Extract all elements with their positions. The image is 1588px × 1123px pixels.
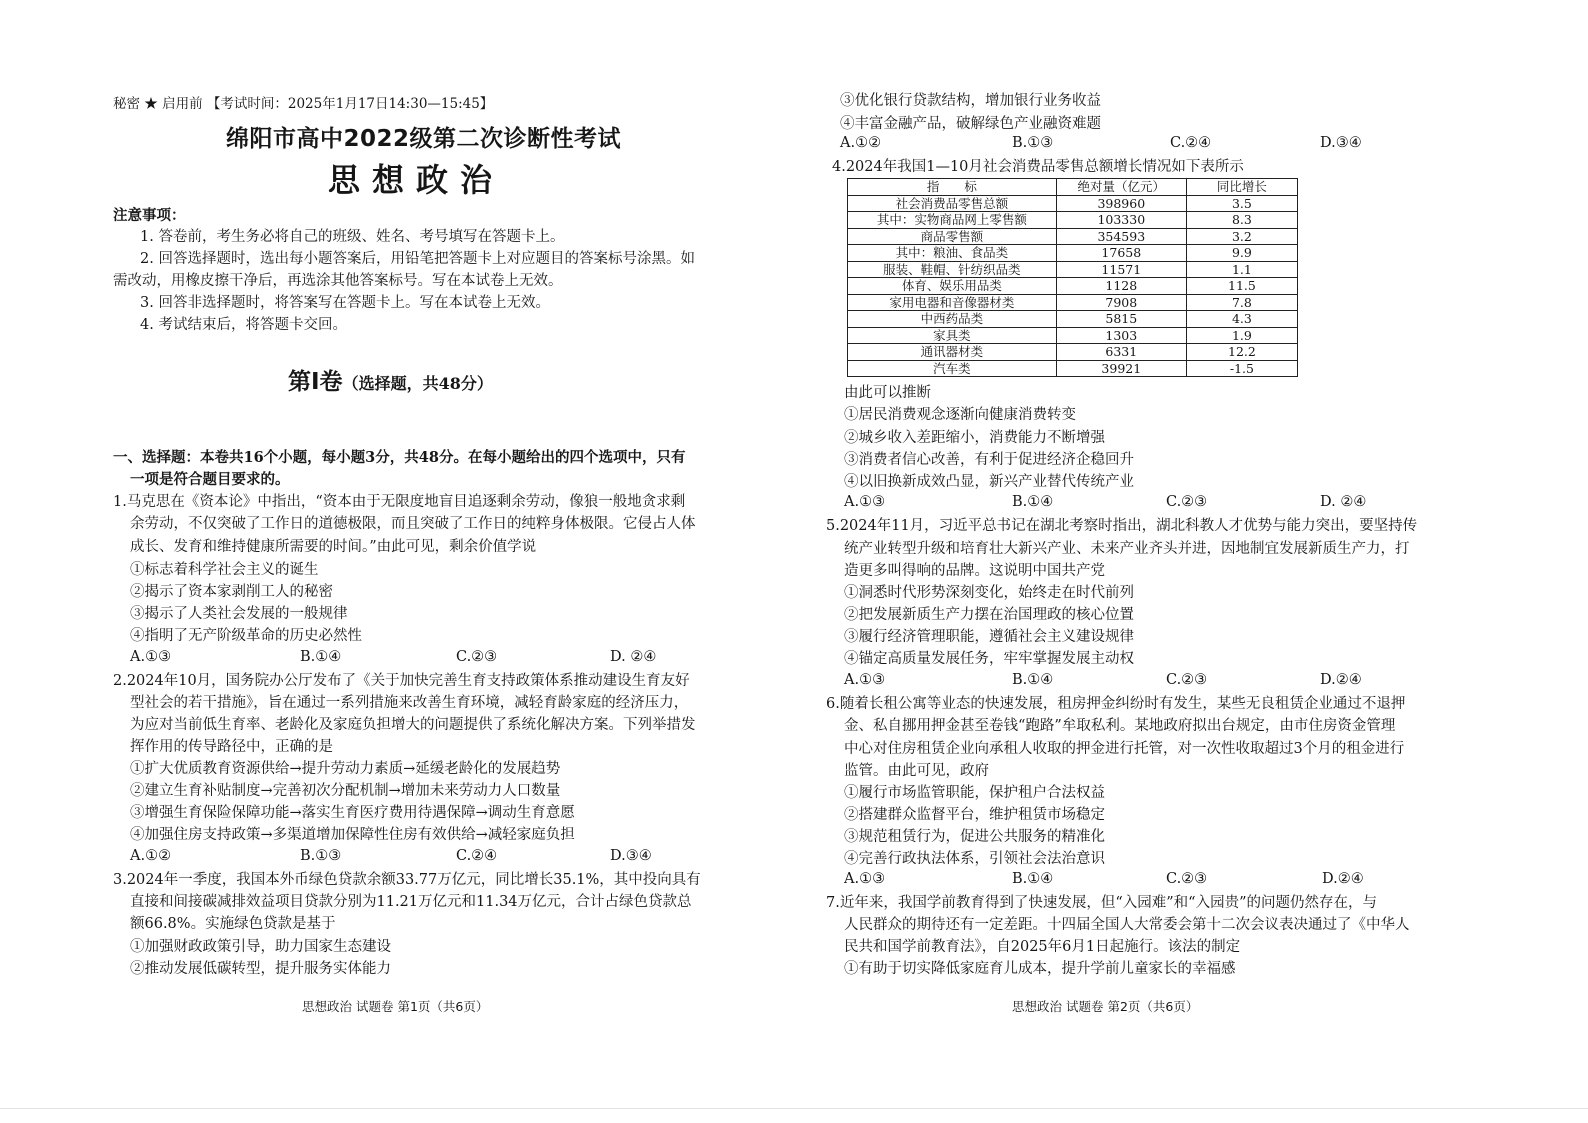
notice-item: 1. 答卷前，考生务必将自己的班级、姓名、考号填写在答题卡上。 bbox=[140, 229, 565, 245]
column-header: 指 标 bbox=[848, 179, 1057, 196]
question-item: ③履行经济管理职能，遵循社会主义建设规律 bbox=[844, 629, 1134, 645]
table-cell: 中西药品类 bbox=[848, 311, 1057, 328]
table-cell: 服装、鞋帽、针纺织品类 bbox=[848, 261, 1057, 278]
answer-choice-d[interactable]: D.③④ bbox=[1320, 135, 1362, 151]
question-item: ①扩大优质教育资源供给→提升劳动力素质→延缓老龄化的发展趋势 bbox=[130, 761, 561, 777]
answer-choice-b[interactable]: B.①③ bbox=[1012, 135, 1054, 151]
question-item: ③优化银行贷款结构，增加银行业务收益 bbox=[840, 93, 1101, 109]
confidential-header: 秘密 ★ 启用前 【考试时间：2025年1月17日14:30—15:45】 bbox=[113, 96, 494, 112]
answer-choice-d[interactable]: D.②④ bbox=[1322, 871, 1364, 887]
table-cell: 3.2 bbox=[1186, 228, 1297, 245]
question-stem: 4.2024年我国1—10月社会消费品零售总额增长情况如下表所示 bbox=[832, 159, 1244, 175]
notice-item: 2. 回答选择题时，选出每小题答案后，用铅笔把答题卡上对应题目的答案标号涂黑。如 bbox=[140, 251, 695, 267]
retail-sales-table bbox=[847, 178, 1298, 377]
question-stem: 民共和国学前教育法》，自2025年6月1日起施行。该法的制定 bbox=[844, 939, 1241, 955]
part-title: 第Ⅰ卷 bbox=[288, 369, 343, 395]
answer-choice-a[interactable]: A.①② bbox=[130, 848, 172, 864]
table-cell: 其中：粮油、食品类 bbox=[848, 245, 1057, 262]
table-cell: 1.1 bbox=[1186, 261, 1297, 278]
column-header: 绝对量（亿元） bbox=[1056, 179, 1186, 196]
answer-choice-b[interactable]: B.①④ bbox=[1012, 871, 1054, 887]
question-stem: 统产业转型升级和培育壮大新兴产业、未来产业齐头并进，因地制宜发展新质生产力，打 bbox=[844, 541, 1410, 557]
table-cell: 6331 bbox=[1056, 344, 1186, 361]
answer-choice-b[interactable]: B.①④ bbox=[300, 649, 342, 665]
page-footer: 思想政治 试题卷 第2页（共6页） bbox=[1012, 999, 1199, 1014]
question-stem: 中心对住房租赁企业向承租人收取的押金进行托管，对一次性收取超过3个月的租金进行 bbox=[844, 741, 1405, 757]
table-row bbox=[848, 195, 1298, 212]
table-cell: 11571 bbox=[1056, 261, 1186, 278]
section-heading: 一项是符合题目要求的。 bbox=[130, 471, 290, 488]
question-item: ②把发展新质生产力摆在治国理政的核心位置 bbox=[844, 607, 1134, 623]
table-cell: 5815 bbox=[1056, 311, 1186, 328]
table-cell: 7908 bbox=[1056, 294, 1186, 311]
table-cell: 11.5 bbox=[1186, 278, 1297, 295]
table-cell: 商品零售额 bbox=[848, 228, 1057, 245]
column-header: 同比增长 bbox=[1186, 179, 1297, 196]
question-stem: 6.随着长租公寓等业态的快速发展，租房押金纠纷时有发生，某些无良租赁企业通过不退押 bbox=[826, 696, 1406, 712]
question-stem: 7.近年来，我国学前教育得到了快速发展，但“入园难”和“入园贵”的问题仍然存在，与 bbox=[826, 895, 1377, 911]
table-cell: 家用电器和音像器材类 bbox=[848, 294, 1057, 311]
table-cell: 1303 bbox=[1056, 327, 1186, 344]
part-heading bbox=[288, 367, 493, 400]
table-row bbox=[848, 228, 1298, 245]
answer-choice-b[interactable]: B.①③ bbox=[300, 848, 342, 864]
question-stem: 5.2024年11月，习近平总书记在湖北考察时指出，湖北科教人才优势与能力突出，要坚持传 bbox=[826, 518, 1418, 534]
question-stem: 额66.8%。实施绿色贷款是基于 bbox=[130, 916, 336, 932]
question-item: ①洞悉时代形势深刻变化，始终走在时代前列 bbox=[844, 585, 1134, 601]
question-stem: 直接和间接碳减排效益项目贷款分别为11.21万亿元和11.34万亿元，合计占绿色贷款总 bbox=[130, 894, 692, 910]
table-cell: -1.5 bbox=[1186, 360, 1297, 377]
question-item: ④以旧换新成效凸显，新兴产业替代传统产业 bbox=[844, 474, 1134, 490]
question-stem: 成长、发育和维持健康所需要的时间。”由此可见，剩余价值学说 bbox=[130, 539, 537, 555]
question-stem: 挥作用的传导路径中，正确的是 bbox=[130, 739, 333, 755]
answer-choice-a[interactable]: A.①② bbox=[840, 135, 882, 151]
question-item: ①居民消费观念逐渐向健康消费转变 bbox=[844, 407, 1076, 423]
question-stem: 3.2024年一季度，我国本外币绿色贷款余额33.77万亿元，同比增长35.1%，其中投向具有 bbox=[113, 872, 701, 888]
question-item: ④锚定高质量发展任务，牢牢掌握发展主动权 bbox=[844, 651, 1134, 667]
answer-choice-c[interactable]: C.②③ bbox=[1166, 672, 1208, 688]
table-cell: 7.8 bbox=[1186, 294, 1297, 311]
answer-choice-b[interactable]: B.①④ bbox=[1012, 672, 1054, 688]
question-item: ①加强财政政策引导，助力国家生态建设 bbox=[130, 939, 391, 955]
table-cell: 1.9 bbox=[1186, 327, 1297, 344]
table-cell: 通讯器材类 bbox=[848, 344, 1057, 361]
answer-choice-d[interactable]: D.③④ bbox=[610, 848, 652, 864]
table-cell: 398960 bbox=[1056, 195, 1186, 212]
question-item: ②揭示了资本家剥削工人的秘密 bbox=[130, 584, 333, 600]
answer-choice-a[interactable]: A.①③ bbox=[130, 649, 172, 665]
question-item: ③消费者信心改善，有利于促进经济企稳回升 bbox=[844, 452, 1134, 468]
table-cell: 17658 bbox=[1056, 245, 1186, 262]
table-cell: 39921 bbox=[1056, 360, 1186, 377]
table-cell: 社会消费品零售总额 bbox=[848, 195, 1057, 212]
table-cell: 8.3 bbox=[1186, 212, 1297, 229]
answer-choice-c[interactable]: C.②③ bbox=[1166, 871, 1208, 887]
notice-item: 4. 考试结束后，将答题卡交回。 bbox=[140, 317, 347, 333]
table-cell: 1128 bbox=[1056, 278, 1186, 295]
answer-choice-a[interactable]: A.①③ bbox=[844, 494, 886, 510]
table-row bbox=[848, 360, 1298, 377]
question-item: ④加强住房支持政策→多渠道增加保障性住房有效供给→减轻家庭负担 bbox=[130, 827, 575, 843]
answer-choice-d[interactable]: D. ②④ bbox=[1320, 494, 1367, 510]
table-row bbox=[848, 212, 1298, 229]
question-stem: 金、私自挪用押金甚至卷钱“跑路”牟取私利。某地政府拟出台规定，由市住房资金管理 bbox=[844, 718, 1396, 734]
question-item: ④丰富金融产品，破解绿色产业融资难题 bbox=[840, 116, 1101, 132]
answer-choice-c[interactable]: C.②③ bbox=[456, 649, 498, 665]
question-item: ①履行市场监管职能，保护租户合法权益 bbox=[844, 785, 1105, 801]
question-item: ④完善行政执法体系，引领社会法治意识 bbox=[844, 851, 1105, 867]
question-stem: 人民群众的期待还有一定差距。十四届全国人大常委会第十二次会议表决通过了《中华人 bbox=[844, 917, 1410, 933]
table-cell: 12.2 bbox=[1186, 344, 1297, 361]
question-item: ①有助于切实降低家庭育儿成本，提升学前儿童家长的幸福感 bbox=[844, 961, 1236, 977]
question-item: ②城乡收入差距缩小，消费能力不断增强 bbox=[844, 430, 1105, 446]
table-row bbox=[848, 245, 1298, 262]
question-stem: 余劳动，不仅突破了工作日的道德极限，而且突破了工作日的纯粹身体极限。它侵占人体 bbox=[130, 516, 696, 532]
right-page bbox=[794, 0, 1588, 1123]
notice-heading: 注意事项： bbox=[113, 207, 186, 224]
question-item: ②搭建群众监督平台，维护租赁市场稳定 bbox=[844, 807, 1105, 823]
answer-choice-b[interactable]: B.①④ bbox=[1012, 494, 1054, 510]
question-item: ③规范租赁行为，促进公共服务的精准化 bbox=[844, 829, 1105, 845]
section-heading: 一、选择题：本卷共16个小题，每小题3分，共48分。在每小题给出的四个选项中，只有 bbox=[113, 449, 686, 466]
table-cell: 家具类 bbox=[848, 327, 1057, 344]
notice-item: 3. 回答非选择题时，将答案写在答题卡上。写在本试卷上无效。 bbox=[140, 295, 550, 311]
answer-choice-c[interactable]: C.②④ bbox=[1170, 135, 1212, 151]
answer-choice-a[interactable]: A.①③ bbox=[844, 871, 886, 887]
subject-title: 思想政治 bbox=[328, 161, 505, 199]
table-header-row bbox=[848, 179, 1298, 196]
table-cell: 354593 bbox=[1056, 228, 1186, 245]
table-cell: 3.5 bbox=[1186, 195, 1297, 212]
question-item: ①标志着科学社会主义的诞生 bbox=[130, 562, 319, 578]
exam-title: 绵阳市高中2022级第二次诊断性考试 bbox=[226, 126, 622, 152]
scan-edge-divider bbox=[0, 1108, 1588, 1109]
table-row bbox=[848, 327, 1298, 344]
table-row bbox=[848, 294, 1298, 311]
question-stem: 造更多叫得响的品牌。这说明中国共产党 bbox=[844, 563, 1105, 579]
question-item: ②推动发展低碳转型，提升服务实体能力 bbox=[130, 961, 391, 977]
table-cell: 9.9 bbox=[1186, 245, 1297, 262]
question-stem: 监管。由此可见，政府 bbox=[844, 763, 989, 779]
question-item: ③揭示了人类社会发展的一般规律 bbox=[130, 606, 348, 622]
table-row bbox=[848, 344, 1298, 361]
table-cell: 体育、娱乐用品类 bbox=[848, 278, 1057, 295]
table-row bbox=[848, 261, 1298, 278]
question-item: ③增强生育保险保障功能→落实生育医疗费用待遇保障→调动生育意愿 bbox=[130, 805, 575, 821]
answer-choice-d[interactable]: D. ②④ bbox=[610, 649, 657, 665]
question-stem: 1.马克思在《资本论》中指出，“资本由于无限度地盲目追逐剩余劳动，像狼一般地贪求剩 bbox=[113, 494, 686, 510]
notice-item: 需改动，用橡皮擦干净后，再选涂其他答案标号。写在本试卷上无效。 bbox=[113, 273, 563, 289]
question-item: ②建立生育补贴制度→完善初次分配机制→增加未来劳动力人口数量 bbox=[130, 783, 561, 799]
table-cell: 其中：实物商品网上零售额 bbox=[848, 212, 1057, 229]
question-stem: 2.2024年10月，国务院办公厅发布了《关于加快完善生育支持政策体系推动建设生育友好 bbox=[113, 673, 690, 689]
question-item: ④指明了无产阶级革命的历史必然性 bbox=[130, 628, 362, 644]
table-cell: 4.3 bbox=[1186, 311, 1297, 328]
page-footer: 思想政治 试题卷 第1页（共6页） bbox=[302, 999, 489, 1014]
table-cell: 103330 bbox=[1056, 212, 1186, 229]
part-subtitle: （选择题，共48分） bbox=[342, 374, 493, 393]
answer-choice-a[interactable]: A.①③ bbox=[844, 672, 886, 688]
question-lead: 由此可以推断 bbox=[844, 385, 931, 401]
question-stem: 为应对当前低生育率、老龄化及家庭负担增大的问题提供了系统化解决方案。下列举措发 bbox=[130, 717, 696, 733]
answer-choice-d[interactable]: D.②④ bbox=[1320, 672, 1362, 688]
table-row bbox=[848, 278, 1298, 295]
question-stem: 型社会的若干措施》，旨在通过一系列措施来改善生育环境，减轻育龄家庭的经济压力， bbox=[130, 695, 689, 711]
answer-choice-c[interactable]: C.②③ bbox=[1166, 494, 1208, 510]
table-cell: 汽车类 bbox=[848, 360, 1057, 377]
answer-choice-c[interactable]: C.②④ bbox=[456, 848, 498, 864]
table-row bbox=[848, 311, 1298, 328]
